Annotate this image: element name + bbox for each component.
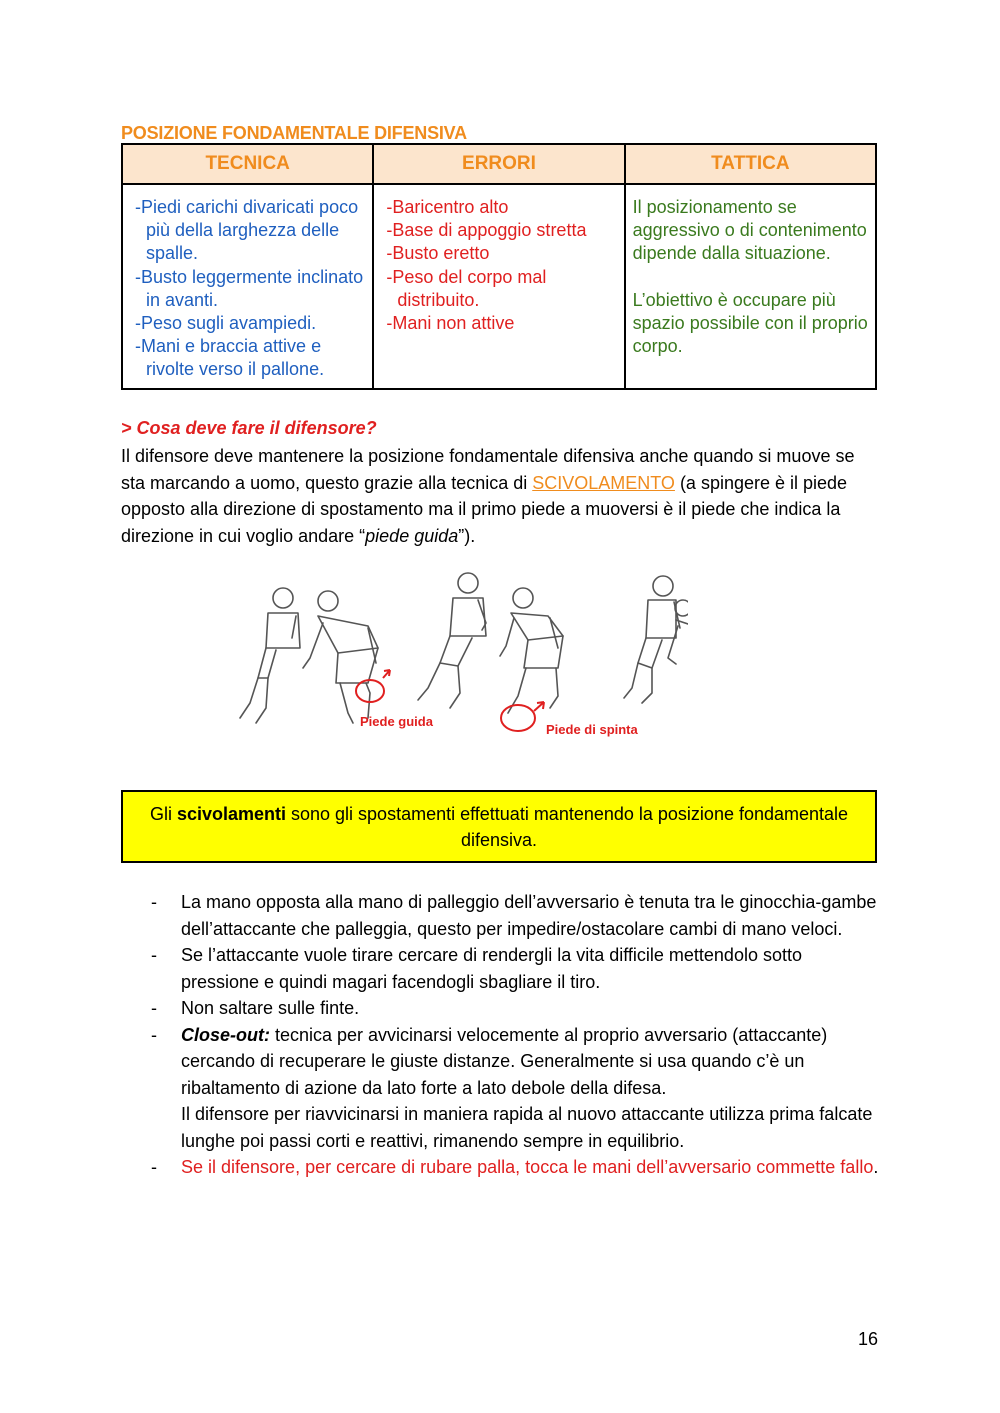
list-item-text: Il difensore per riavvicinarsi in maniera rapida al nuovo attaccante utilizza prima falcate lunghe poi passi corti e reattivi, rimanendo sempre in equilibrio. xyxy=(181,1104,873,1151)
tecnica-cell xyxy=(122,184,373,389)
list-item xyxy=(121,889,881,942)
paragraph-text: Il difensore deve mantenere la posizione fondamentale difensiva anche quando si muove se sta marcando a uomo, questo grazie alla tecnica di xyxy=(121,446,855,493)
list-item xyxy=(121,1022,881,1155)
tattica-cell xyxy=(625,184,876,389)
list-item xyxy=(121,1154,881,1181)
errori-item: -Baricentro alto xyxy=(386,197,509,217)
tecnica-item: -Piedi carichi divaricati poco più della larghezza delle spalle. xyxy=(135,197,359,264)
paragraph-text: ”). xyxy=(458,525,476,546)
list-item-text: Non saltare sulle finte. xyxy=(181,998,360,1018)
list-item-text: La mano opposta alla mano di palleggio dell’avversario è tenuta tra le ginocchia-gambe dell’attaccante che palleggia, questo per impedire/ostacolare cambi di mano veloci. xyxy=(181,892,877,939)
definition-callout xyxy=(121,790,877,863)
errori-item: -Mani non attive xyxy=(386,313,515,334)
list-item-text: Se l’attaccante vuole tirare cercare di rendergli la vita difficile mettendolo sotto pressione e quindi magari facendogli sbagliare il tiro. xyxy=(181,945,802,992)
list-item xyxy=(121,995,881,1022)
bullet-dash: - xyxy=(151,945,157,965)
foot-highlight xyxy=(501,705,535,731)
paragraph-gap xyxy=(633,266,869,289)
list-item xyxy=(121,942,881,995)
list-item-text: tecnica per avvicinarsi velocemente al proprio avversario (attaccante) cercando di recuperare le giuste distanze. Generalmente si usa quando c’è un ribaltamento di azione da lato forte a lato debole della difesa. xyxy=(181,1024,828,1098)
callout-text-part: sono gli spostamenti effettuati mantenendo la posizione fondamentale difensiva. xyxy=(286,803,849,850)
errori-item: -Base di appoggio stretta xyxy=(386,220,587,241)
table-row xyxy=(122,184,876,389)
errori-item: -Peso del corpo mal distribuito. xyxy=(386,266,547,310)
sliding-illustration xyxy=(228,568,688,752)
defender-figure xyxy=(303,591,378,723)
direction-arrow-icon xyxy=(534,702,544,711)
paragraph-text: (a spingere è il piede opposto alla direzione di spostamento ma il primo piede a muoversi è il piede che indica la direzione in cui voglio andare “ xyxy=(121,472,848,546)
section-title: POSIZIONE FONDAMENTALE DIFENSIVA xyxy=(121,123,467,143)
tecnica-item: -Peso sugli avampiedi. xyxy=(135,313,317,334)
bullet-dash: - xyxy=(151,1024,157,1045)
paragraph-italic: piede guida xyxy=(365,525,459,546)
scivolamento-link[interactable]: SCIVOLAMENTO xyxy=(532,472,675,493)
technique-table xyxy=(121,143,877,390)
tecnica-item: -Busto leggermente inclinato in avanti. xyxy=(135,266,364,310)
defender-figure xyxy=(668,600,688,664)
callout-bold: scivolamenti xyxy=(176,803,286,824)
bullet-list xyxy=(121,889,881,1181)
attacker-figure xyxy=(240,588,300,723)
header-tattica: TATTICA xyxy=(625,144,876,184)
bullet-dash: - xyxy=(151,892,157,912)
attacker-figure xyxy=(624,576,680,703)
foul-warning: Se il difensore, per cercare di rubare palla, tocca le mani dell’avversario commette fallo xyxy=(181,1157,874,1177)
errori-item: -Busto eretto xyxy=(386,243,490,264)
defender-drawing xyxy=(228,568,688,752)
tecnica-item: -Mani e braccia attive e rivolte verso il pallone. xyxy=(135,336,325,380)
tattica-text: L’obiettivo è occupare più spazio possibile con il proprio corpo. xyxy=(632,289,868,357)
body-paragraph xyxy=(121,443,881,549)
callout-text xyxy=(123,801,875,853)
header-tecnica: TECNICA xyxy=(122,144,373,184)
close-out-term: Close-out: xyxy=(181,1024,270,1045)
callout-text-part: Gli xyxy=(149,803,177,824)
defender-figure xyxy=(500,588,563,713)
errori-cell xyxy=(373,184,624,389)
question-heading: > Cosa deve fare il difensore? xyxy=(121,418,377,438)
page-number: 16 xyxy=(857,1329,878,1349)
table-header-row xyxy=(122,144,876,184)
label-piede-spinta: Piede di spinta xyxy=(546,722,638,737)
direction-arrow-icon xyxy=(383,670,390,678)
bullet-dash: - xyxy=(151,998,157,1018)
bullet-dash: - xyxy=(151,1157,157,1177)
list-item-text: . xyxy=(873,1157,879,1177)
label-piede-guida: Piede guida xyxy=(360,714,433,729)
tattica-text: Il posizionamento se aggressivo o di contenimento dipende dalla situazione. xyxy=(632,197,867,264)
attacker-figure xyxy=(418,573,486,708)
header-errori: ERRORI xyxy=(373,144,624,184)
